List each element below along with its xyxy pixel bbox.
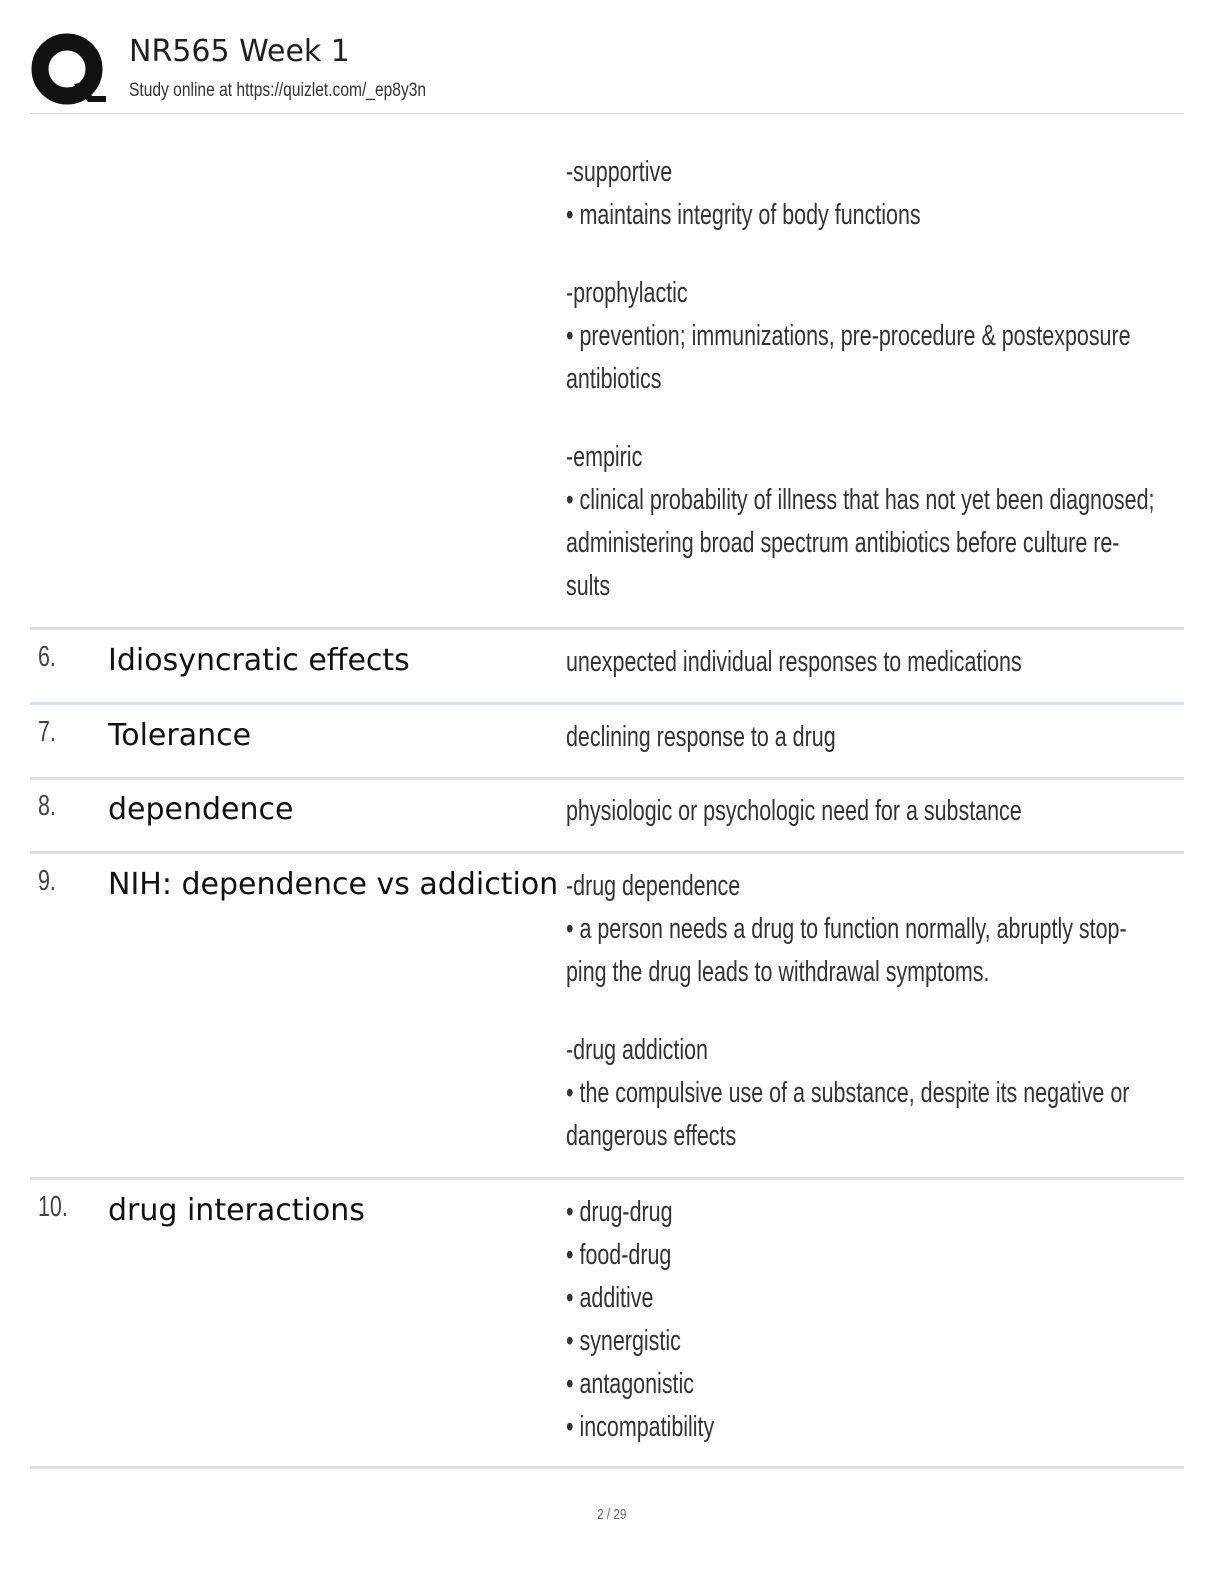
row-divider [30, 777, 1184, 780]
row-divider [30, 702, 1184, 705]
definition-line: -drug dependence [566, 870, 741, 902]
card-term: Tolerance [108, 718, 252, 753]
definition-line: • prevention; immunizations, pre-procedure & postexposure [566, 320, 1131, 352]
card-number: 9. [38, 865, 56, 897]
definition-line: -prophylactic [566, 277, 688, 309]
definition-line: • food-drug [566, 1239, 672, 1271]
card-definition [566, 641, 1022, 684]
card-number: 7. [38, 716, 56, 748]
page-number: 2 / 29 [597, 1506, 627, 1523]
continued-definition [566, 151, 1154, 608]
quizlet-logo-icon [30, 32, 108, 110]
definition-gap [566, 401, 1154, 436]
card-number: 6. [38, 641, 56, 673]
row-divider [30, 851, 1184, 854]
card-term: NIH: dependence vs addiction [108, 867, 559, 902]
header-divider [30, 113, 1184, 114]
definition-line: • antagonistic [566, 1368, 695, 1400]
card-definition [566, 790, 1022, 833]
card-definition [566, 1191, 714, 1449]
definition-line: -drug addiction [566, 1034, 708, 1066]
study-online-link[interactable]: Study online at https://quizlet.com/_ep8y3n [129, 80, 427, 101]
definition-line: • clinical probability of illness that has not yet been diagnosed; [566, 484, 1155, 516]
definition-line: • drug-drug [566, 1196, 673, 1228]
definition-line: physiologic or psychologic need for a substance [566, 795, 1022, 827]
card-number: 10. [38, 1191, 68, 1223]
row-divider [30, 1177, 1184, 1180]
card-term: Idiosyncratic effects [108, 643, 410, 678]
definition-line: unexpected individual responses to medications [566, 646, 1022, 678]
definition-line: • a person needs a drug to function normally, abruptly stop- [566, 913, 1127, 945]
definition-line: • maintains integrity of body functions [566, 199, 921, 231]
definition-line: administering broad spectrum antibiotics before culture re- [566, 527, 1120, 559]
definition-line: -empiric [566, 441, 643, 473]
definition-gap [566, 994, 1129, 1029]
page-header [30, 28, 1184, 114]
card-definition [566, 716, 836, 759]
definition-gap [566, 237, 1154, 272]
definition-line: sults [566, 570, 611, 602]
definition-line: dangerous effects [566, 1120, 737, 1152]
definition-line: antibiotics [566, 363, 662, 395]
definition-line: -supportive [566, 156, 673, 188]
card-definition [566, 865, 1129, 1158]
row-divider [30, 627, 1184, 630]
definition-line: • incompatibility [566, 1411, 715, 1443]
definition-line: ping the drug leads to withdrawal symptoms. [566, 956, 990, 988]
definition-line: • additive [566, 1282, 654, 1314]
card-term: drug interactions [108, 1193, 365, 1228]
definition-line: • the compulsive use of a substance, despite its negative or [566, 1077, 1130, 1109]
row-divider [30, 1466, 1184, 1469]
card-number: 8. [38, 790, 56, 822]
definition-line: • synergistic [566, 1325, 681, 1357]
card-term: dependence [108, 792, 294, 827]
page-title: NR565 Week 1 [129, 34, 350, 69]
definition-line: declining response to a drug [566, 721, 836, 753]
page-footer [0, 1506, 1224, 1523]
